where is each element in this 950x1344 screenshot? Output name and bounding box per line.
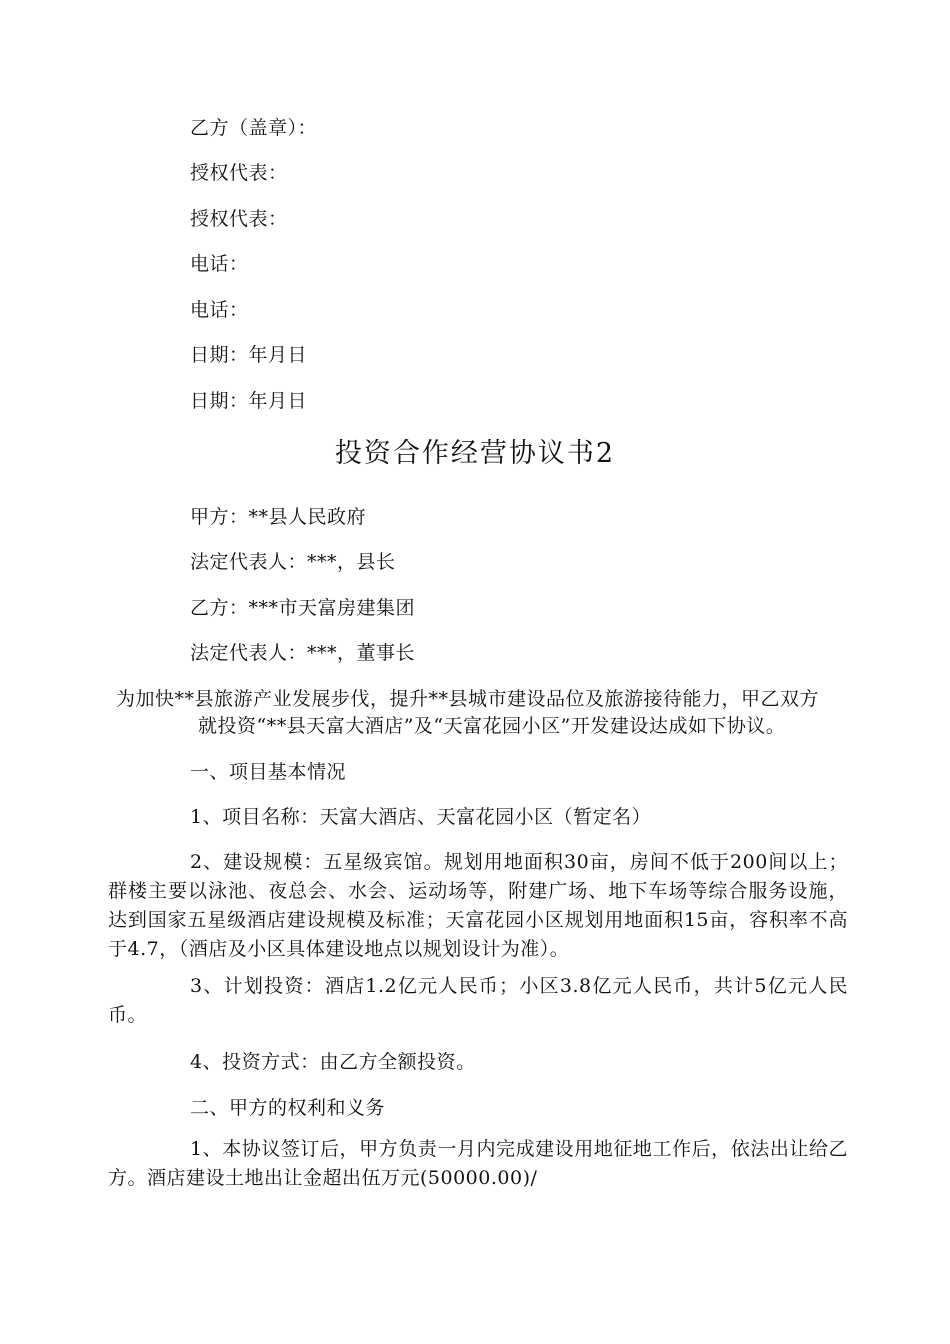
party-b-seal-line: 乙方（盖章）： [190, 117, 318, 139]
auth-rep-line: 授权代表： [190, 208, 288, 230]
intro-line-2: 就投资“**县天富大酒店”及“天富花园小区”开发建设达成如下协议。 [198, 715, 786, 737]
intro-line-1: 为加快**县旅游产业发展步伐，提升**县城市建设品位及旅游接待能力，甲乙双方 [116, 688, 820, 710]
auth-rep-line: 授权代表： [190, 162, 288, 184]
section2-item1: 1、本协议签订后，甲方负责一月内完成建设用地征地工作后，依法出让给乙方。酒店建设土地出让金超出伍万元(50000.00)/ [108, 1138, 848, 1189]
party-b-line: 乙方：***市天富房建集团 [190, 597, 416, 619]
item2-construction-scale: 2、建设规模：五星级宾馆。规划用地面积30亩，房间不低于200间以上；群楼主要以泳池、夜总会、水会、运动场等，附建广场、地下车场等综合服务设施，达到国家五星级酒店建设规模及标准；天富花园小区规划用地面积15亩，容积率不高于4.7，（酒店及小区具体建设地点以规划设计为准）。 [108, 851, 848, 960]
party-a-rep-line: 法定代表人：***，县长 [190, 551, 396, 573]
item4-investment-method: 4、投资方式：由乙方全额投资。 [190, 1051, 476, 1073]
party-b-rep-line: 法定代表人：***，董事长 [190, 642, 416, 664]
date-line: 日期：年月日 [190, 390, 308, 412]
party-a-line: 甲方：**县人民政府 [190, 506, 367, 528]
date-line: 日期：年月日 [190, 344, 308, 366]
document-title: 投资合作经营协议书2 [334, 438, 616, 469]
phone-line: 电话： [190, 299, 249, 321]
section2-heading: 二、甲方的权利和义务 [190, 1097, 386, 1119]
section1-heading: 一、项目基本情况 [190, 761, 347, 783]
item3-planned-investment: 3、计划投资：酒店1.2亿元人民币；小区3.8亿元人民币，共计5亿元人民币。 [108, 975, 848, 1026]
item1-project-name: 1、项目名称：天富大酒店、天富花园小区（暂定名） [190, 806, 652, 828]
phone-line: 电话： [190, 253, 249, 275]
